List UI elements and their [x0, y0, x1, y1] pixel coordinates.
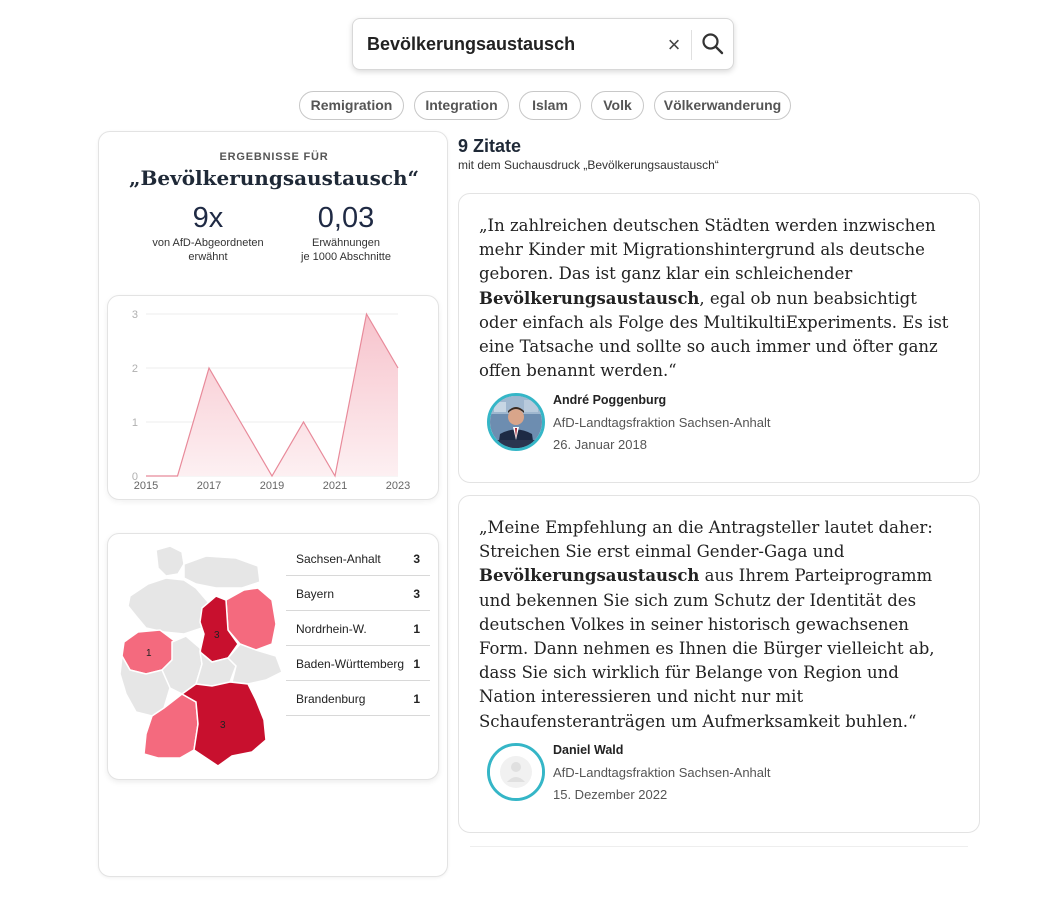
map-label-nrw: 1 — [146, 648, 152, 659]
speaker-date: 26. Januar 2018 — [553, 437, 647, 452]
results-label: ERGEBNISSE FÜR — [219, 151, 329, 163]
speaker-date: 15. Dezember 2022 — [553, 787, 668, 802]
state-name: Brandenburg — [296, 692, 366, 706]
stat-frequency-desc — [271, 236, 421, 264]
clear-search-button[interactable]: × — [667, 32, 681, 57]
chart-point[interactable] — [332, 473, 338, 479]
chip-integration[interactable]: Integration — [414, 91, 509, 120]
map-state-niedersachsen[interactable] — [128, 578, 210, 634]
state-count: 1 — [413, 657, 420, 671]
chart-point[interactable] — [269, 473, 275, 479]
state-count: 3 — [413, 587, 420, 601]
state-name: Sachsen-Anhalt — [296, 552, 381, 566]
quote-highlight: Bevölkerungsaustausch — [479, 566, 700, 586]
map-state-schleswig-holstein[interactable] — [156, 546, 184, 576]
map-card — [107, 533, 439, 780]
state-count: 1 — [413, 692, 420, 706]
chart-x-tick: 2023 — [385, 480, 411, 492]
quote-text-before: „In zahlreichen deutschen Städten werden inzwischen mehr Kinder mit Migrationshintergrund als deutsche geboren. Das ist ganz klar ein schleichender — [479, 216, 936, 284]
chart-y-tick: 3 — [131, 309, 138, 321]
stat-mentions-value: 9x — [192, 202, 224, 234]
map-state-mecklenburg[interactable] — [184, 556, 260, 588]
chip-volk[interactable]: Volk — [591, 91, 644, 120]
speaker-party: AfD-Landtagsfraktion Sachsen-Anhalt — [553, 415, 771, 430]
summary-panel — [98, 131, 448, 877]
chart-y-tick: 0 — [131, 471, 138, 483]
chart-point[interactable] — [238, 419, 244, 425]
chip-islam[interactable]: Islam — [519, 91, 581, 120]
search-input[interactable] — [367, 29, 657, 59]
stat-mentions — [133, 202, 283, 264]
quote-card[interactable] — [458, 495, 980, 833]
chart-y-tick: 2 — [131, 363, 138, 375]
search-divider — [691, 30, 692, 60]
chart-x-tick: 2017 — [196, 480, 222, 492]
state-row[interactable] — [286, 611, 430, 646]
chart-point[interactable] — [143, 473, 149, 479]
state-row[interactable] — [286, 646, 430, 681]
suggestion-chips — [0, 91, 1046, 121]
chart-area — [146, 314, 398, 476]
mentions-chart — [108, 296, 440, 501]
stat-frequency-value: 0,03 — [317, 202, 375, 234]
quotes-count: 9 Zitate — [458, 136, 522, 156]
avatar[interactable] — [487, 393, 545, 451]
chip-remigration[interactable]: Remigration — [299, 91, 404, 120]
quote-text-after: aus Ihrem Parteiprogramm und bekennen Sie sich zum Schutz der Identität des deutschen Volkes in seiner historisch gewachsenen Form. Dann nehmen es Ihnen die Bürger vielleicht ab, dass Sie sich wirklich für Belange von Region und Nation interessieren und nicht nur mit Schaufensteranträgen um Aufmerksamkeit buhlen.“ — [479, 566, 935, 731]
quotes-subtitle: mit dem Suchausdruck „Bevölkerungsaustausch“ — [458, 158, 719, 172]
quote-text-after: , egal ob nun beabsichtigt oder einfach als Folge des MultikultiExperiments. Es ist eine Tatsache und sollte so auch immer und öfter ganz offen benannt werden.“ — [479, 288, 949, 381]
quote-text — [479, 214, 959, 383]
chart-point[interactable] — [175, 473, 181, 479]
mentions-chart-card — [107, 295, 439, 500]
state-row[interactable] — [286, 681, 430, 716]
stat-mentions-desc-line2: erwähnt — [188, 251, 228, 263]
avatar[interactable] — [487, 743, 545, 801]
chart-x-tick: 2015 — [133, 480, 159, 492]
map-label-by: 3 — [220, 720, 226, 731]
divider — [470, 846, 968, 847]
chip-voelkerwanderung[interactable]: Völkerwanderung — [654, 91, 791, 120]
chart-point[interactable] — [301, 419, 307, 425]
speaker-name: André Poggenburg — [553, 393, 667, 407]
chart-y-tick: 1 — [131, 417, 138, 429]
map-state-sachsen[interactable] — [228, 644, 282, 684]
chart-x-tick: 2021 — [322, 480, 348, 492]
state-name: Baden-Württemberg — [296, 657, 405, 671]
state-count: 3 — [413, 552, 420, 566]
search-box — [352, 18, 734, 70]
user-placeholder-icon — [490, 746, 542, 798]
chart-point[interactable] — [206, 365, 212, 371]
chart-point[interactable] — [364, 311, 370, 317]
quote-text-before: „Meine Empfehlung an die Antragsteller lautet daher: Streichen Sie erst einmal Gender-Gaga und — [479, 518, 933, 562]
results-term: „Bevölkerungsaustausch“ — [128, 166, 420, 190]
stat-mentions-desc-line1: von AfD-Abgeordneten — [152, 237, 264, 249]
stat-frequency-desc-line2: je 1000 Abschnitte — [301, 251, 391, 263]
quote-card[interactable] — [458, 193, 980, 483]
state-count: 1 — [413, 622, 420, 636]
quote-highlight: Bevölkerungsaustausch — [479, 288, 700, 308]
stat-mentions-desc — [133, 236, 283, 264]
state-row[interactable] — [286, 541, 430, 576]
germany-map — [116, 544, 288, 772]
state-name: Bayern — [296, 587, 335, 601]
state-row[interactable] — [286, 576, 430, 611]
search-icon — [700, 31, 726, 57]
speaker-party: AfD-Landtagsfraktion Sachsen-Anhalt — [553, 765, 771, 780]
search-button[interactable] — [700, 31, 726, 57]
state-list — [286, 541, 430, 716]
chart-x-tick: 2019 — [259, 480, 285, 492]
chart-point[interactable] — [395, 365, 401, 371]
quote-text — [479, 516, 959, 734]
state-name: Nordrhein-W. — [296, 622, 367, 636]
speaker-photo — [490, 396, 542, 448]
speaker-name: Daniel Wald — [553, 743, 624, 757]
stat-frequency-desc-line1: Erwähnungen — [312, 237, 380, 249]
stat-frequency — [271, 202, 421, 264]
map-label-st: 3 — [214, 630, 220, 641]
